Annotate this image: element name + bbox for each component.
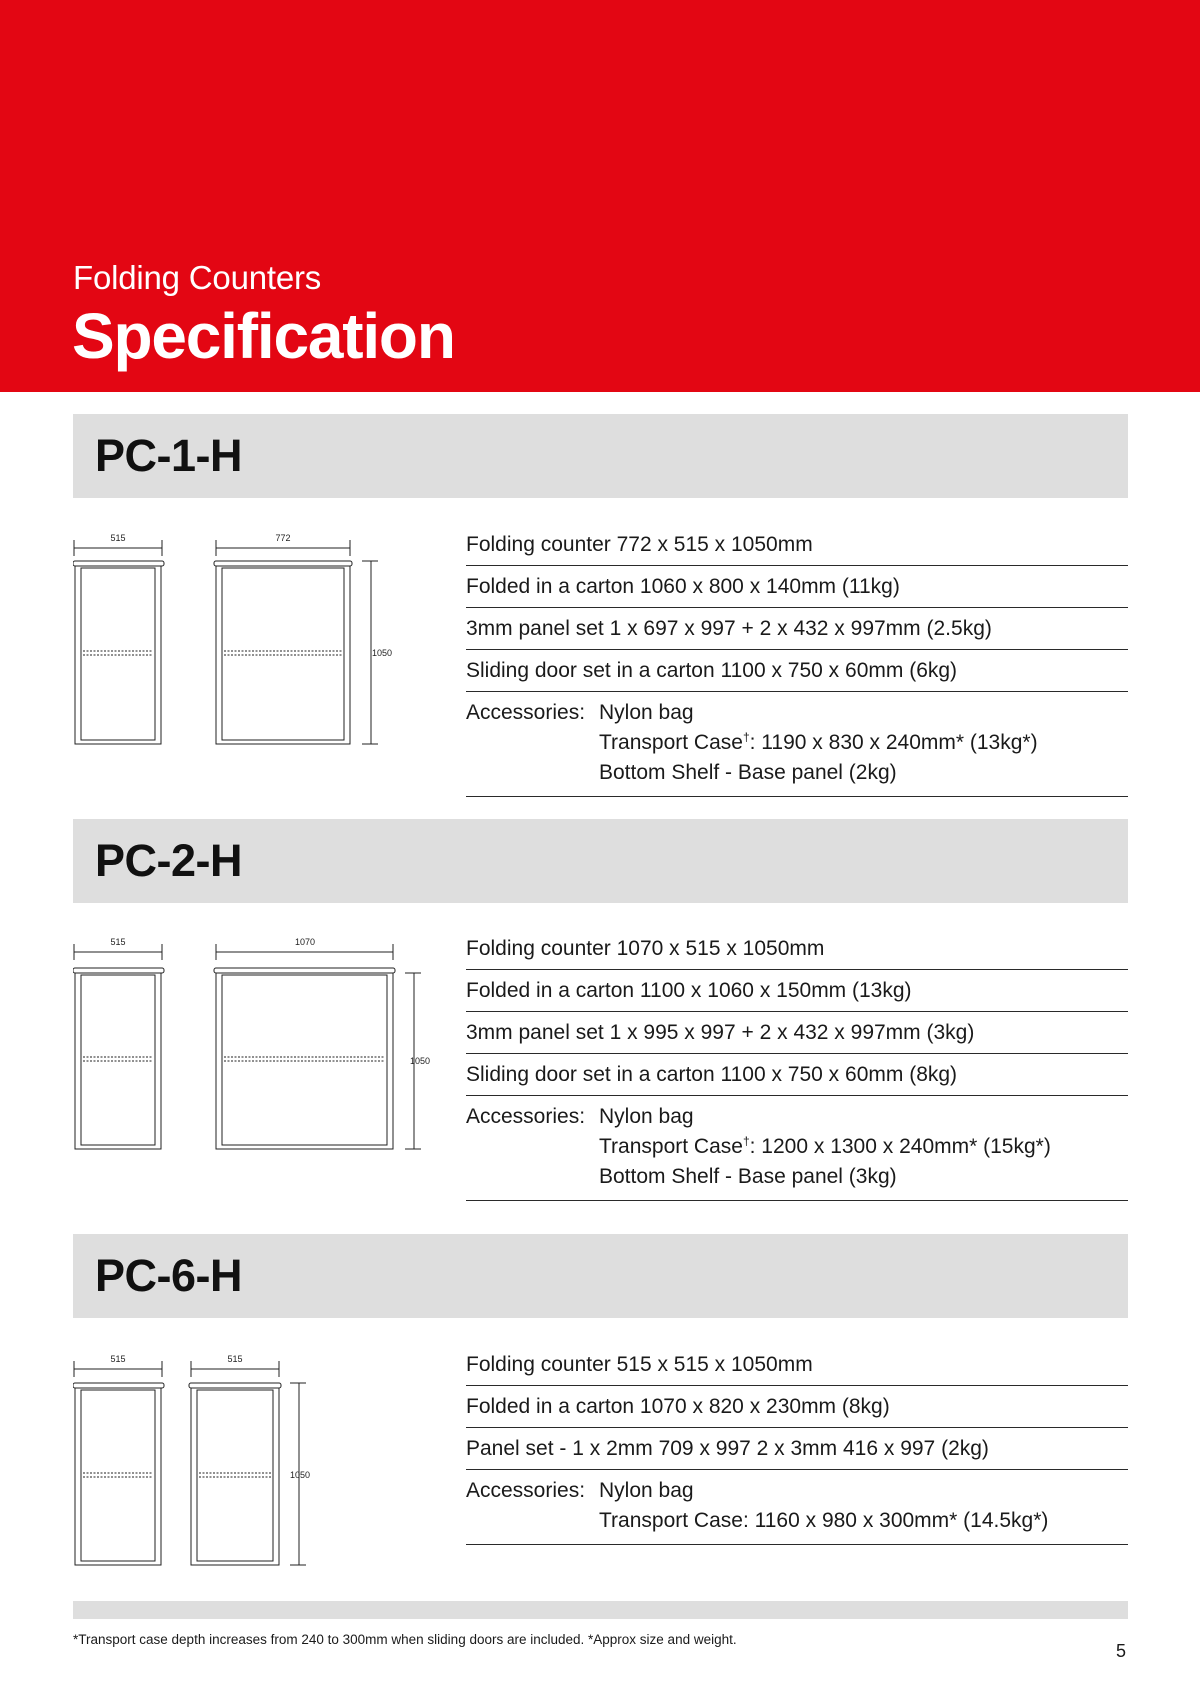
dim-front-width: 515 xyxy=(227,1354,243,1364)
dim-height: 1050 xyxy=(372,648,393,658)
spec-row: Sliding door set in a carton 1100 x 750 x 60mm (8kg) xyxy=(466,1054,1128,1096)
accessory-item: Bottom Shelf - Base panel (2kg) xyxy=(599,761,897,784)
pc-1-h-drawing xyxy=(73,528,433,748)
spec-row: Folding counter 772 x 515 x 1050mm xyxy=(466,524,1128,566)
footer-divider-band xyxy=(73,1601,1128,1619)
model-title: PC-2-H xyxy=(95,835,243,886)
section-header-pc-6-h xyxy=(73,1234,1128,1318)
spec-row: Folded in a carton 1060 x 800 x 140mm (11kg) xyxy=(466,566,1128,608)
spec-row: Folding counter 515 x 515 x 1050mm xyxy=(466,1344,1128,1386)
pc-6-h-drawing xyxy=(73,1349,433,1569)
accessory-item: Nylon bag xyxy=(599,701,694,724)
spec-row: Sliding door set in a carton 1100 x 750 x 60mm (6kg) xyxy=(466,650,1128,692)
spec-row: Folded in a carton 1100 x 1060 x 150mm (13kg) xyxy=(466,970,1128,1012)
pc-6-h-spec-list xyxy=(466,1344,1128,1545)
dim-front-width: 1070 xyxy=(294,937,316,947)
page-title: Specification xyxy=(72,300,455,372)
dim-side-depth: 515 xyxy=(110,937,126,947)
accessory-item: Nylon bag xyxy=(599,1479,694,1502)
section-header-pc-1-h xyxy=(73,414,1128,498)
model-title: PC-1-H xyxy=(95,430,243,481)
pc-2-h-drawing xyxy=(73,932,433,1152)
spec-row: Panel set - 1 x 2mm 709 x 997 2 x 3mm 416 x 997 (2kg) xyxy=(466,1428,1128,1470)
section-header-pc-2-h xyxy=(73,819,1128,903)
accessory-item: Nylon bag xyxy=(599,1105,694,1128)
dim-side-depth: 515 xyxy=(110,1354,126,1364)
footnote: *Transport case depth increases from 240 to 300mm when sliding doors are included. *Approx size and weight. xyxy=(73,1632,737,1647)
header-banner xyxy=(0,0,1200,392)
dim-front-width: 772 xyxy=(275,533,291,543)
page-number: 5 xyxy=(1116,1641,1127,1661)
spec-row: Folding counter 1070 x 515 x 1050mm xyxy=(466,928,1128,970)
pc-1-h-spec-list xyxy=(466,524,1128,797)
pc-2-h-spec-list xyxy=(466,928,1128,1201)
accessories-block xyxy=(466,1096,1128,1201)
accessories-block xyxy=(466,1470,1128,1545)
page-subtitle: Folding Counters xyxy=(73,259,322,296)
spec-row: 3mm panel set 1 x 995 x 997 + 2 x 432 x 997mm (3kg) xyxy=(466,1012,1128,1054)
accessories-label: Accessories: xyxy=(466,1105,586,1128)
accessories-label: Accessories: xyxy=(466,1479,586,1502)
model-title: PC-6-H xyxy=(95,1250,243,1301)
dim-height: 1050 xyxy=(410,1056,431,1066)
accessory-item: Transport Case: 1160 x 980 x 300mm* (14.5kg*) xyxy=(599,1509,1049,1532)
spec-row: 3mm panel set 1 x 697 x 997 + 2 x 432 x 997mm (2.5kg) xyxy=(466,608,1128,650)
accessory-item: Transport Case†: 1190 x 830 x 240mm* (13kg*) xyxy=(599,730,1038,754)
accessory-item: Bottom Shelf - Base panel (3kg) xyxy=(599,1165,897,1188)
dim-height: 1050 xyxy=(290,1470,311,1480)
accessory-item: Transport Case†: 1200 x 1300 x 240mm* (15kg*) xyxy=(599,1134,1051,1158)
accessories-block xyxy=(466,692,1128,797)
spec-row: Folded in a carton 1070 x 820 x 230mm (8kg) xyxy=(466,1386,1128,1428)
dim-side-depth: 515 xyxy=(110,533,126,543)
accessories-label: Accessories: xyxy=(466,701,586,724)
